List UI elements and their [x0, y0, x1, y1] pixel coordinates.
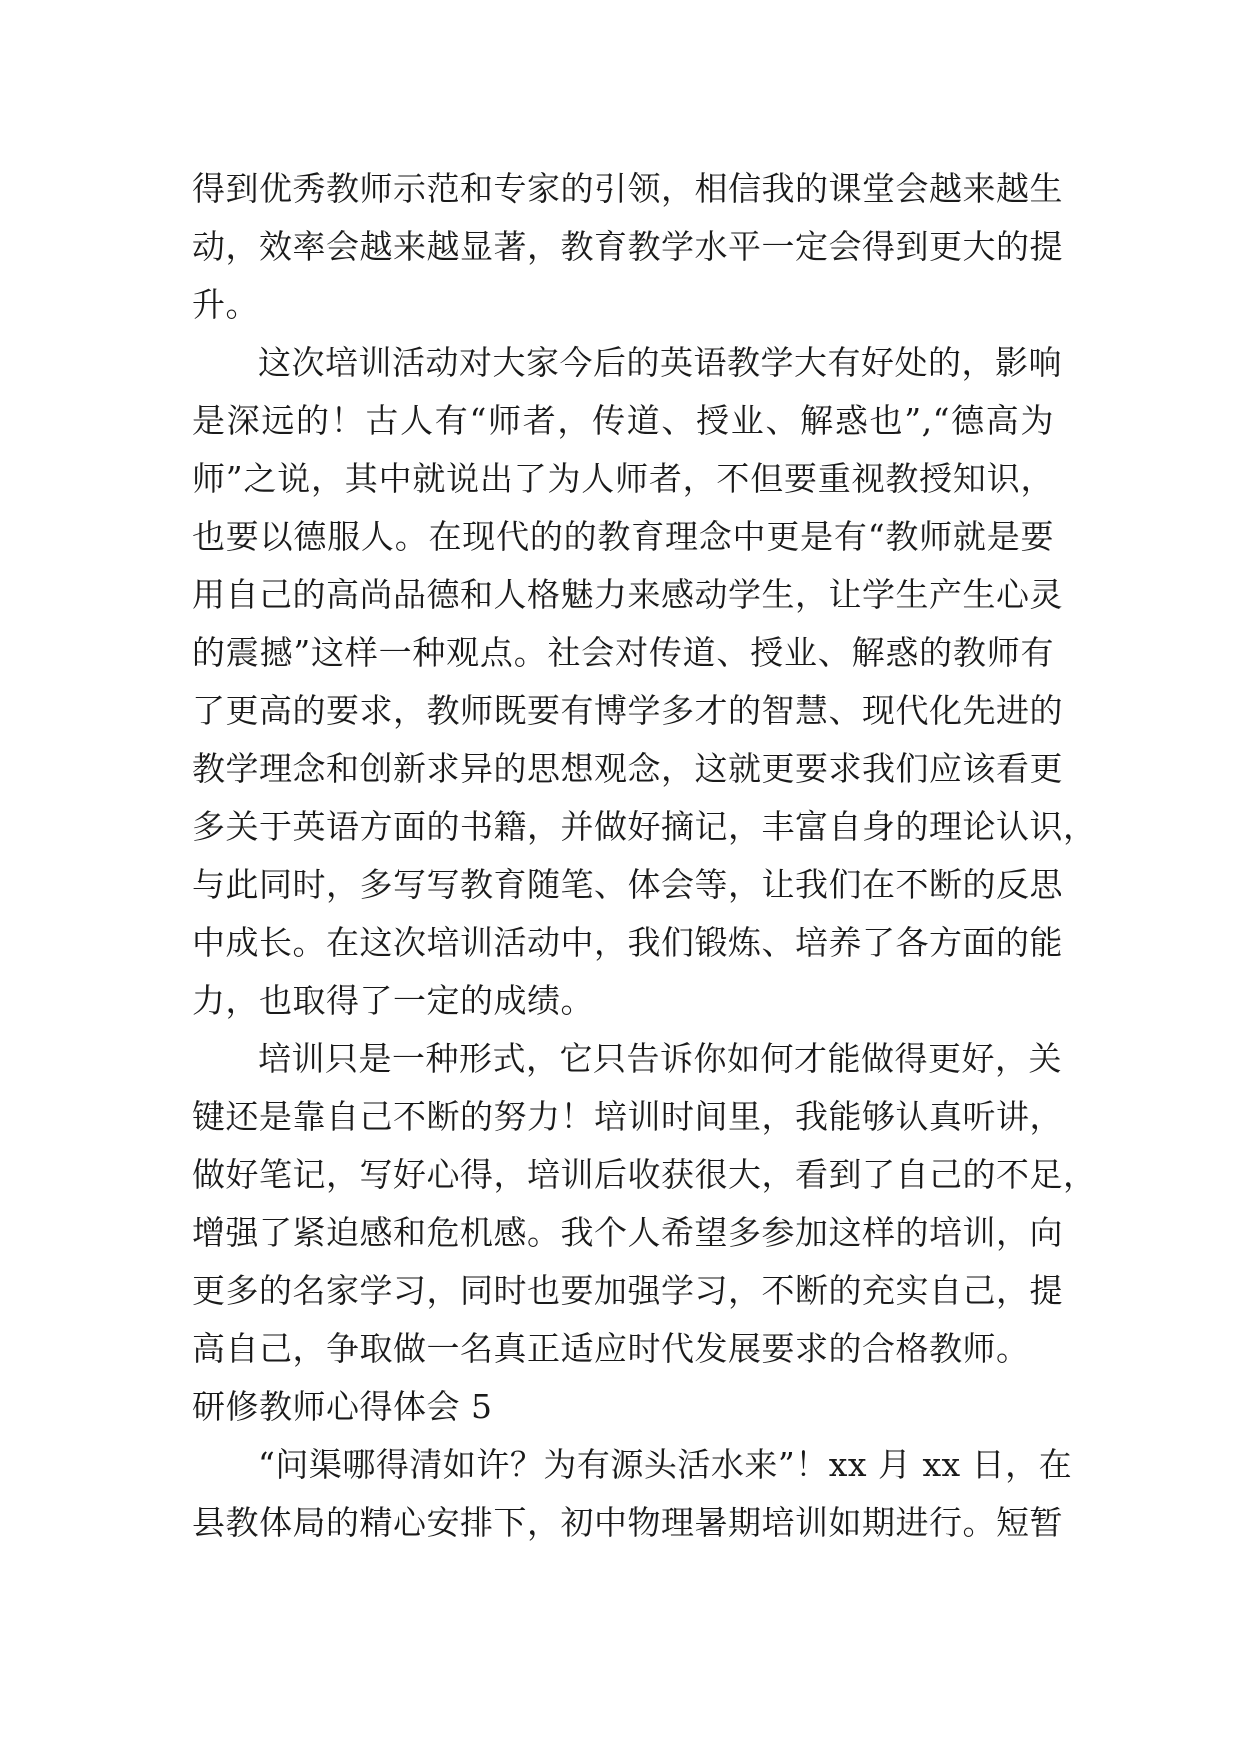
paragraph-2 [192, 334, 1097, 1030]
text-line: 力，也取得了一定的成绩。 [192, 981, 594, 1020]
text-line: 用自己的高尚品德和人格魅力来感动学生，让学生产生心灵 [192, 575, 1063, 614]
text-line: 动，效率会越来越显著，教育教学水平一定会得到更大的提 [192, 227, 1063, 266]
paragraph-1 [192, 160, 1063, 334]
text-line: 县教体局的精心安排下，初中物理暑期培训如期进行。短暂 [192, 1503, 1063, 1542]
text-line: 升。 [192, 285, 259, 324]
text-line: 教学理念和创新求异的思想观念，这就更要求我们应该看更 [192, 749, 1063, 788]
text-line: 做好笔记，写好心得，培训后收获很大，看到了自己的不足， [192, 1155, 1097, 1194]
text-line: 得到优秀教师示范和专家的引领，相信我的课堂会越来越生 [192, 169, 1063, 208]
text-line: 这次培训活动对大家今后的英语教学大有好处的，影响 [258, 343, 1062, 382]
text-line: 增强了紧迫感和危机感。我个人希望多参加这样的培训，向 [192, 1213, 1063, 1252]
text-line: 高自己，争取做一名真正适应时代发展要求的合格教师。 [192, 1329, 1030, 1368]
text-line: 培训只是一种形式，它只告诉你如何才能做得更好，关 [258, 1039, 1062, 1078]
text-line: 的震撼”这样一种观点。社会对传道、授业、解惑的教师有 [192, 633, 1054, 672]
text-line: 多关于英语方面的书籍，并做好摘记，丰富自身的理论认识， [192, 807, 1097, 846]
text-line: 更多的名家学习，同时也要加强学习，不断的充实自己，提 [192, 1271, 1063, 1310]
document-page [192, 160, 1097, 1552]
section-heading: 研修教师心得体会 5 [192, 1387, 493, 1426]
paragraph-3 [192, 1030, 1097, 1378]
text-line: 键还是靠自己不断的努力！培训时间里，我能够认真听讲， [192, 1097, 1063, 1136]
text-line: 了更高的要求，教师既要有博学多才的智慧、现代化先进的 [192, 691, 1063, 730]
paragraph-4 [192, 1436, 1073, 1552]
text-line: 是深远的！古人有“师者，传道、授业、解惑也”,“德高为 [192, 401, 1054, 440]
text-line: 中成长。在这次培训活动中，我们锻炼、培养了各方面的能 [192, 923, 1063, 962]
text-line: “问渠哪得清如许？为有源头活水来”！xx 月 xx 日，在 [258, 1445, 1073, 1484]
text-line: 师”之说，其中就说出了为人师者，不但要重视教授知识， [192, 459, 1054, 498]
text-line: 也要以德服人。在现代的的教育理念中更是有“教师就是要 [192, 517, 1054, 556]
text-line: 与此同时，多写写教育随笔、体会等，让我们在不断的反思 [192, 865, 1063, 904]
